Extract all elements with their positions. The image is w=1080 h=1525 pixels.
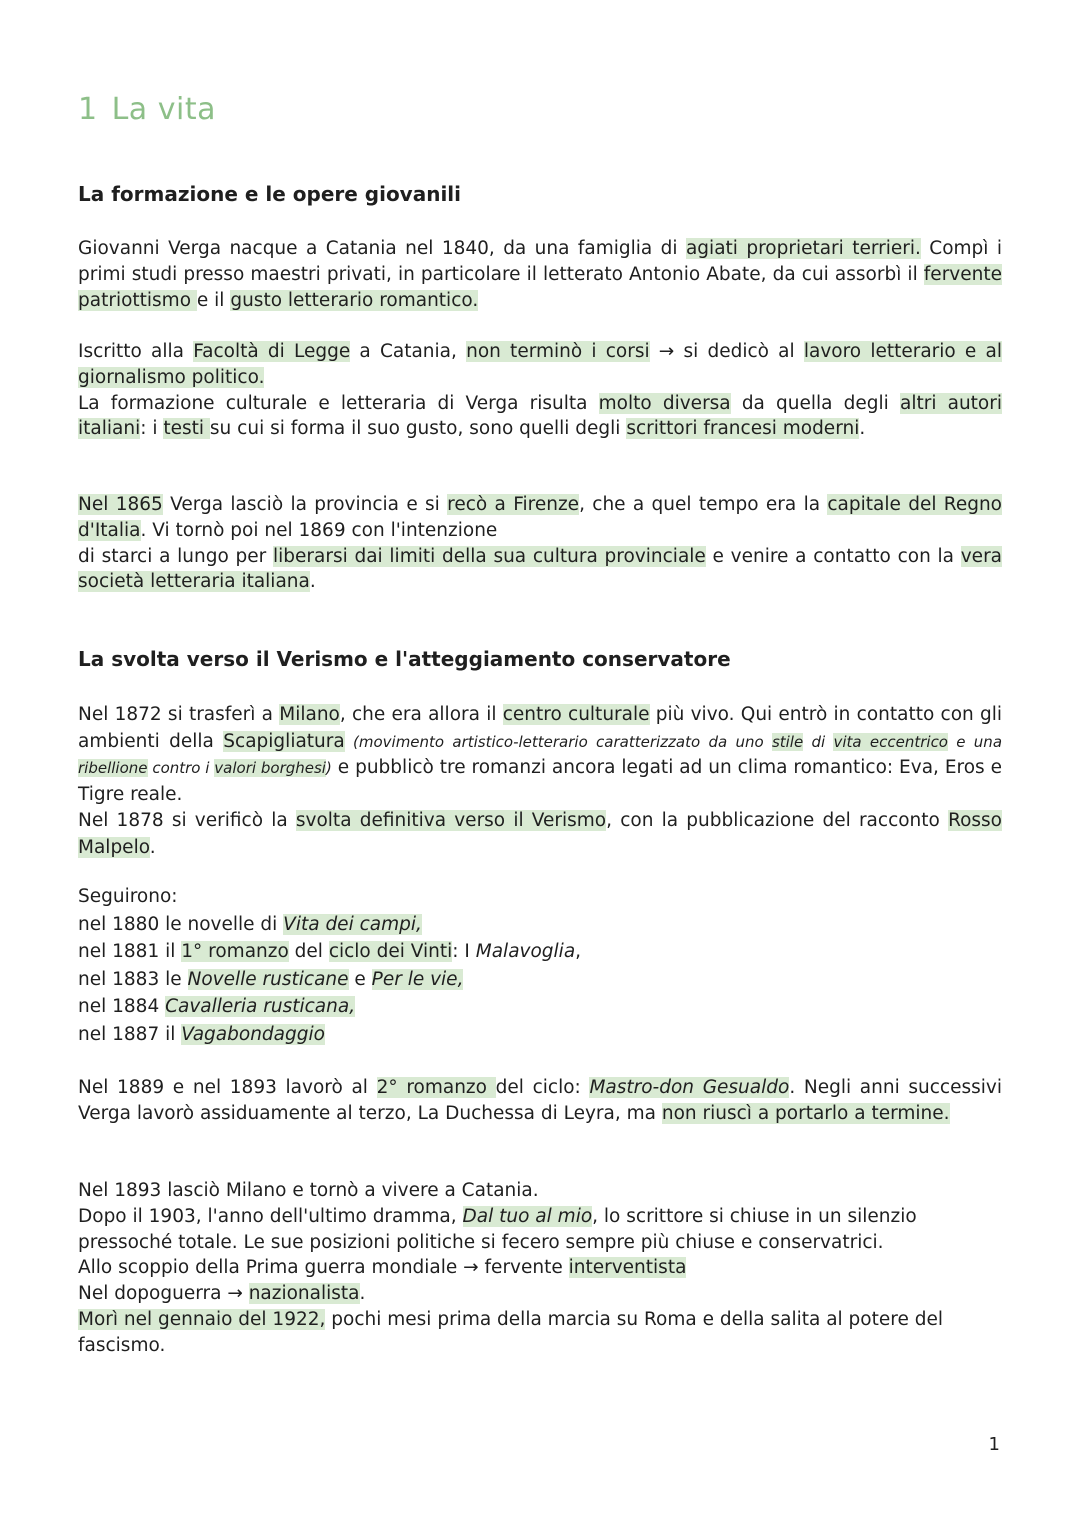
subsection-formazione: La formazione e le opere giovanili [78,182,462,206]
paragraph-gesualdo: Nel 1889 e nel 1893 lavorò al 2° romanzo del ciclo: Mastro-don Gesualdo. Negli anni successivi Verga lavorò assiduamente al terzo, La Duchessa di Leyra, ma non riuscì a portarlo a termine. [78,1077,1002,1124]
page-number: 1 [988,1434,1000,1455]
list-item: nel 1881 il 1° romanzo del ciclo dei Vinti: I Malavoglia, [78,941,582,962]
works-intro: Seguirono: [78,886,178,907]
list-item: nel 1887 il Vagabondaggio [78,1023,325,1045]
paragraph-nascita: Giovanni Verga nacque a Catania nel 1840, da una famiglia di agiati proprietari terrieri. Compì i primi studi presso maestri privati, in particolare il letterato Antonio Abate, da cui assorbì il fervente patriottismo e il gusto letterario romantico. [78,238,1002,311]
paragraph-milano: Nel 1872 si trasferì a Milano, che era allora il centro culturale più vivo. Qui entrò in contatto con gli ambienti della Scapigliatura (movimento artistico-letterario caratterizzato da uno stile di vita eccentrico e una ribellione contro i valori borghesi) e pubblicò tre romanzi ancora legati ad un clima romantico: Eva, Eros e Tigre reale. Nel 1878 si verificò la svolta definitiva verso il Verismo, con la pubblicazione del racconto Rosso Malpelo. [78,704,1003,858]
paragraph-firenze: Nel 1865 Verga lasciò la provincia e si recò a Firenze, che a quel tempo era la capitale del Regno d'Italia. Vi tornò poi nel 1869 con l'intenzione di starci a lungo per liberarsi dai limiti della sua cultura provinciale e venire a contatto con la vera società letteraria italiana. [78,494,1003,593]
works-list [78,883,1002,1048]
subsection-verismo: La svolta verso il Verismo e l'atteggiamento conservatore [78,647,731,671]
section-title: 1 La vita [78,92,216,127]
paragraph-ultimi-anni: Nel 1893 lasciò Milano e tornò a vivere a Catania. Dopo il 1903, l'anno dell'ultimo dramma, Dal tuo al mio, lo scrittore si chiuse in un silenzio pressoché totale. Le sue posizioni politiche si fecero sempre più chiuse e conservatrici. Allo scoppio della Prima guerra mondiale → fervente interventista Nel dopoguerra → nazionalista. Morì nel gennaio del 1922, pochi mesi prima della marcia su Roma e della salita al potere del fascismo. [78,1180,943,1356]
list-item: nel 1883 le Novelle rusticane e Per le vie, [78,968,464,990]
list-item: nel 1880 le novelle di Vita dei campi, [78,913,422,935]
paragraph-studi: Iscritto alla Facoltà di Legge a Catania, non terminò i corsi → si dedicò al lavoro letterario e al giornalismo politico. La formazione culturale e letteraria di Verga risulta molto diversa da quella degli altri autori italiani: i testi su cui si forma il suo gusto, sono quelli degli scrittori francesi moderni. [78,341,1002,440]
list-item: nel 1884 Cavalleria rusticana, [78,996,356,1017]
section-number: 1 [78,92,98,127]
